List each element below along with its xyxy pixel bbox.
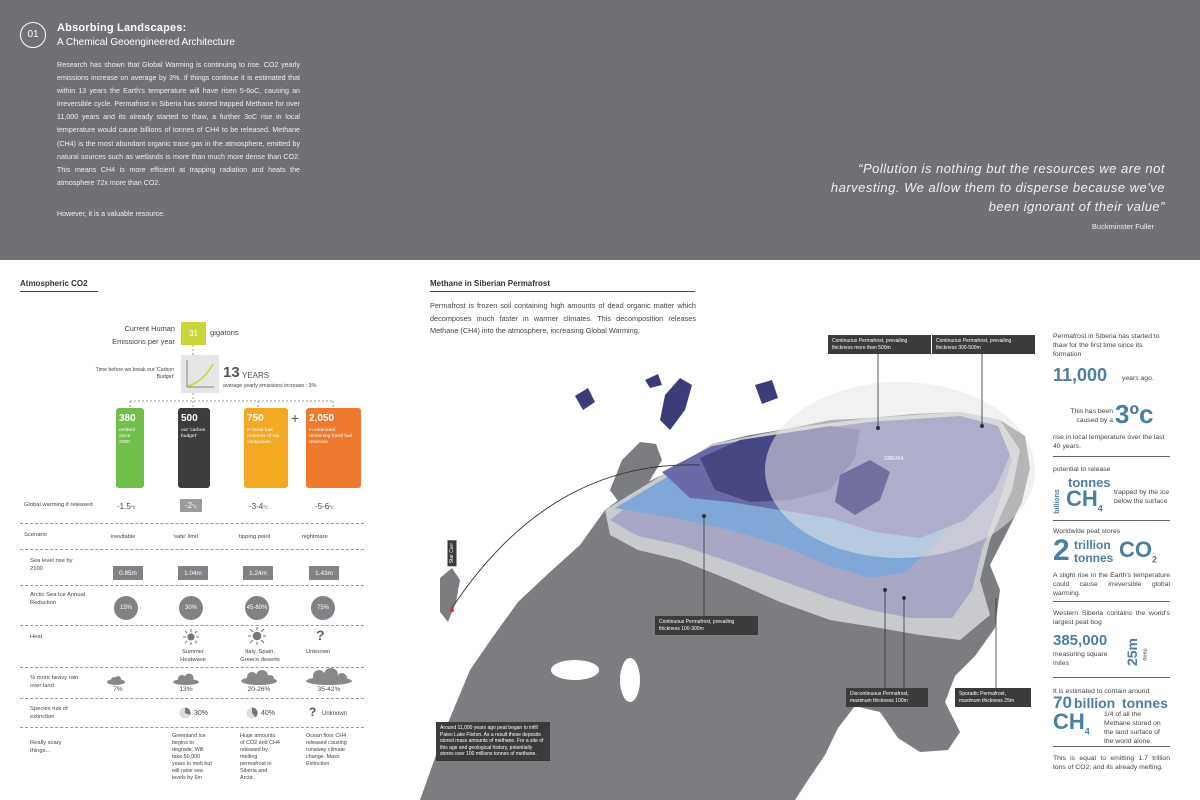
caspian-sea <box>620 658 640 702</box>
western-siberia-text: Western Siberia contains the world's largest peat bog <box>1053 610 1170 626</box>
marker-dot <box>702 514 706 518</box>
row-divider <box>20 585 364 586</box>
temp-nightmare <box>315 502 334 511</box>
rain-nightmare: 35-42% <box>317 686 341 693</box>
caused-text: This has been caused by a <box>1070 408 1113 424</box>
sea-level-nightmare: 1.43m <box>309 566 339 580</box>
tonnes3-label: tonnes <box>1122 695 1168 711</box>
ice-tipping: 45-60% <box>245 596 269 620</box>
label-continuous-300-500: Continuous Permafrost, prevailing thickness 300-500m <box>932 335 1035 354</box>
rain-inevitable: 7% <box>113 686 123 693</box>
years-ago-value: 11,000 <box>1053 365 1108 385</box>
card-emitted <box>116 408 144 488</box>
trillion-label: trillion <box>1074 538 1111 552</box>
co2-subscript: 2 <box>1152 554 1158 565</box>
britain <box>440 568 460 622</box>
yearly-increase-label: average yearly emissions increase : 3% <box>223 383 317 389</box>
current-emissions-value: 31 <box>181 322 206 345</box>
novaya-zemlya <box>660 378 692 430</box>
heat-unknown-icon: ? <box>316 627 325 643</box>
co2-section-title: Atmospheric CO2 <box>20 279 88 288</box>
temp-value: -3-4 <box>249 502 264 511</box>
co2-title-rule <box>20 291 98 292</box>
black-sea <box>551 660 599 680</box>
budget-connectors <box>120 345 370 409</box>
sun-icon <box>183 629 199 645</box>
co2-label <box>1119 537 1157 564</box>
scenario-label: Scenario <box>24 532 47 538</box>
intro-tail: However, it is a valuable resource. <box>57 210 166 218</box>
scenario-nightmare: nightmare <box>302 534 328 540</box>
ch4b-subscript: 4 <box>1084 726 1090 737</box>
cloud-icon-small <box>106 675 126 685</box>
pie-40-icon <box>246 707 258 719</box>
ch4b-text: CH <box>1053 709 1085 734</box>
ice-inevitable: 15% <box>114 596 138 620</box>
card-carbon-budget <box>178 408 210 488</box>
stat-divider <box>1053 520 1170 521</box>
rain-tipping: 20-26% <box>247 686 271 693</box>
trapped-text: trapped by the ice below the surface <box>1114 489 1169 505</box>
cloud-icon-medium <box>172 673 200 685</box>
temp-value: -1.5 <box>117 502 131 511</box>
severnaya <box>755 380 778 404</box>
temperature-rise-value: 3ºc <box>1115 399 1154 429</box>
temp-unit: °c <box>192 504 197 510</box>
label-discontinuous: Discontinuous Permafrost, maximum thickness 100m <box>846 688 928 707</box>
carbon-budget-time-label: Time before we break our 'Carbon Budget' <box>95 367 174 380</box>
stat-divider <box>1053 677 1170 678</box>
scary-safe: Greenland ice begins to degrade. Will take 50,000 years to melt but will raise sea levels by 6m <box>172 733 212 781</box>
label-star-carr: Star Carr <box>448 540 457 566</box>
billion-label: billion <box>1074 695 1116 711</box>
scary-label: Really scary things... <box>30 740 62 754</box>
temp-inevitable <box>117 502 135 511</box>
thaw-text: Permafrost in Siberia has started to thaw for the first time since its formation <box>1053 333 1160 358</box>
stat-divider <box>1053 601 1170 602</box>
card-remaining-reserves <box>306 408 361 488</box>
cloud-icon-large <box>240 670 278 685</box>
pie-30-icon <box>179 707 191 719</box>
species-tipping: 40% <box>261 710 276 717</box>
card-budget-text: our 'carbon budget' <box>181 428 206 439</box>
card-remaining-text: in estimated remaining fossil fuel reserves <box>309 428 353 445</box>
temp-tipping-point <box>249 502 268 511</box>
scenario-tipping: tipping point <box>239 534 271 540</box>
sun-large-icon <box>248 627 266 645</box>
sea-level-inevitable: 0.85m <box>113 566 143 580</box>
row-divider <box>20 625 364 626</box>
scenario-inevitable: inevitable <box>111 534 136 540</box>
deep-label: deep <box>1142 648 1149 661</box>
marker-dot <box>876 426 880 430</box>
tonnes-label: tonnes <box>1068 475 1111 490</box>
methane-title-rule <box>430 291 695 292</box>
peat-stores-text: Worldwide peat stores <box>1053 528 1121 535</box>
current-emissions-unit: gigatons <box>210 328 239 337</box>
ch4b-label <box>1053 709 1090 736</box>
heat-nightmare: Unknown <box>306 649 331 655</box>
card-budget-value: 500 <box>181 413 198 424</box>
years-value: 13 <box>223 364 240 381</box>
scenario-safe: 'safe' limit <box>173 534 199 540</box>
card-remaining-value: 2,050 <box>309 413 335 424</box>
methane-section-title: Methane in Siberian Permafrost <box>430 279 551 288</box>
intro-paragraph: Research has shown that Global Warming is continuing to rise. CO2 yearly emissions increase on average by 3%. If things continue it is estimated that within 13 years the Earth's temperature will have risen 5-6oC, causing an irreversible cycle. Permafrost in Siberia has stored trapped Methane for over 11,000 years and its already started to thaw, a further 3oC rise in local temperature would cause billions of tonnes of CH4 to be released. Methane (CH4) is the most abundant organic trace gas in the atmosphere, emitted by natural sources such as wetlands is more than much more dense than CO2. This means CH4 is more efficient at trapping radiation and heats the atmosphere 72x more than CO2. <box>57 61 300 187</box>
area-value: 385,000 <box>1053 632 1108 649</box>
scary-nightmare: Ocean floor CH4 released causing runaway climate change. Mass Extinction. <box>306 733 347 767</box>
sea-level-safe: 1.04m <box>178 566 208 580</box>
plus-sign: + <box>291 410 300 426</box>
sea-level-tipping: 1.24m <box>243 566 273 580</box>
row-divider <box>20 698 364 699</box>
rain-label: % more heavy rain over land <box>30 675 79 689</box>
seventy-value: 70 <box>1053 693 1072 712</box>
card-emitted-value: 380 <box>119 413 136 424</box>
marker-dot <box>883 588 887 592</box>
row-divider <box>20 523 364 524</box>
label-continuous-500: Continuous Permafrost, prevailing thickness more than 500m <box>828 335 931 354</box>
ch4-text: CH <box>1066 486 1098 511</box>
co2-text: CO <box>1119 537 1152 562</box>
warming-label: Global warming if released <box>24 502 93 508</box>
years-unit: YEARS <box>242 371 270 380</box>
card-fossil-value: 750 <box>247 413 264 424</box>
methane-intro: Permafrost is frozen soil containing high amounts of dead organic matter which decomposes much faster in warmer climates. This decomposition releases Methane (CH4) into the atmosphere, increasing Global Warming. <box>430 301 696 335</box>
siberia-label: SIBERIA <box>884 456 904 462</box>
sea-level-label: Sea level rise by 2100 <box>30 558 73 572</box>
rise-text: rise in local temperature over the last 40 years. <box>1053 434 1165 450</box>
stat-divider <box>1053 456 1170 457</box>
heat-tipping: Italy, Spain, Greece deserts <box>240 649 280 663</box>
label-sporadic: Sporadic Permafrost, maximum thickness 25m <box>955 688 1031 707</box>
temp-unit: °c <box>263 505 268 511</box>
temp-unit: °c <box>329 505 334 511</box>
stat-divider <box>1053 746 1170 747</box>
peat-value: 2 <box>1053 534 1070 567</box>
header-band <box>0 0 1200 260</box>
billions-label: billions <box>1053 489 1061 514</box>
card-fossil-text: in fossil fuel reserves of top companies <box>247 428 280 445</box>
row-divider <box>20 549 364 550</box>
marker-dot <box>980 424 984 428</box>
ch4-label <box>1066 486 1103 513</box>
current-label-line1: Current Human <box>124 324 175 333</box>
quarter-text: 1/4 of all the Methane stored on the land surface of the world alone. <box>1104 711 1161 745</box>
svalbard <box>575 388 595 410</box>
tonnes2-label: tonnes <box>1074 551 1114 565</box>
estimated-text: It is estimated to contain around <box>1053 688 1150 695</box>
depth-value: 25m <box>1124 637 1141 667</box>
temp-value: -2 <box>185 501 193 510</box>
label-peat-history: Around 11,000 years ago peat began to infill Paleo Lake Flixton. As a result these deposits stored mass amounts of methane. For a site of this age and geological history, potentially stores over 100 millions tonnes of methane. <box>436 722 550 761</box>
ch4-subscript: 4 <box>1097 503 1103 514</box>
temp-unit: °c <box>130 505 136 511</box>
section-number: 01 <box>20 22 46 48</box>
slight-rise-text: A slight rise in the Earth's temperature could cause irreversible global warming. <box>1053 572 1170 597</box>
franz-josef <box>645 374 662 388</box>
equal-text: This is equal to emitting 1.7 trillion tons of CO2; and its already melting. <box>1053 755 1170 771</box>
cloud-icon-xlarge <box>305 668 353 685</box>
page-title: Absorbing Landscapes: <box>57 22 187 34</box>
card-fossil-reserves <box>244 408 288 488</box>
star-carr-marker <box>450 608 454 612</box>
page-subtitle: A Chemical Geoengineered Architecture <box>57 37 235 48</box>
ice-safe: 30% <box>179 596 203 620</box>
quote: “Pollution is nothing but the resources we are not harvesting. We allow them to disperse because we've been ignorant of their value” <box>830 161 1165 214</box>
area-text: measuring square miles <box>1053 651 1108 667</box>
species-unknown-icon: ? <box>309 705 317 719</box>
potential-text: potential to release <box>1053 466 1111 473</box>
ice-nightmare: 75% <box>311 596 335 620</box>
heat-label: Heat <box>30 634 43 640</box>
scary-tipping: Huge amounts of CO2 and CH4 released by melting permafrost in Siberia and Arctic. <box>240 733 280 781</box>
years-ago-text: years ago. <box>1122 375 1154 382</box>
species-safe: 30% <box>194 710 209 717</box>
temp-value: -5-6 <box>315 502 330 511</box>
marker-dot <box>902 596 906 600</box>
row-divider <box>20 727 364 728</box>
species-nightmare: Unknown <box>322 711 348 717</box>
temp-safe-limit <box>180 499 202 512</box>
heat-safe: Summer Heatwave <box>180 649 206 663</box>
quote-author: Buckminster Fuller <box>1091 222 1154 231</box>
current-label-line2: Emissions per year <box>112 337 175 346</box>
label-continuous-100-300: Continuous Permafrost, prevailing thickness 100-300m <box>655 616 758 635</box>
species-label: Species risk of extinction <box>30 706 68 720</box>
arctic-ice-label: Arctic Sea Ice Annual Reduction <box>30 592 86 606</box>
siberia-highlight <box>765 382 1035 558</box>
card-emitted-text: emitted since 2000 <box>119 428 136 445</box>
rain-safe: 13% <box>179 686 193 693</box>
